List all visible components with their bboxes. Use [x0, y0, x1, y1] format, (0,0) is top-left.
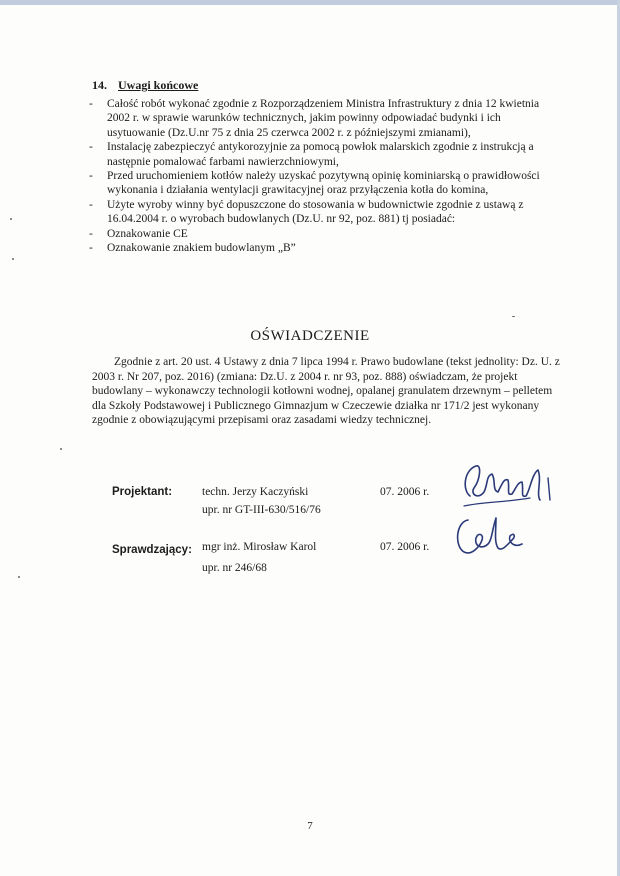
checker-label: Sprawdzający: — [112, 544, 192, 556]
checker-name: mgr inż. Mirosław Karol — [202, 541, 317, 553]
list-item: - Oznakowanie CE — [88, 227, 558, 241]
section-heading — [92, 78, 198, 93]
list-item: - Instalację zabezpieczyć antykorozyjnie za pomocą powłok malarskich zgodnie z instrukcją a następnie pomalować farbami nawierzchniowymi, — [88, 140, 558, 169]
list-item: - Całość robót wykonać zgodnie z Rozporządzeniem Ministra Infrastruktury z dnia 12 kwietnia 2002 r. w sprawie warunków technicznych, jakim powinny odpowiadać budynki i ich usytuowanie (Dz.U.nr 75 z dnia 25 czerwca 2002 r. z późniejszymi zmianami), — [88, 97, 558, 140]
checker-license: upr. nr 246/68 — [202, 562, 267, 574]
page-number: 7 — [307, 820, 313, 832]
scan-top-edge — [0, 0, 620, 5]
list-item: - Oznakowanie znakiem budowlanym „B” — [88, 241, 558, 255]
list-item: - Przed uruchomieniem kotłów należy uzyskać pozytywną opinię kominiarską o prawidłowości wykonania i działania wentylacji grawitacyjnej oraz przyłączenia kotła do komina, — [88, 169, 558, 198]
scan-speck — [60, 448, 62, 450]
checker-signature — [446, 506, 536, 562]
section-number: 14. — [92, 78, 107, 92]
designer-license: upr. nr GT-III-630/516/76 — [202, 504, 321, 516]
scan-speck — [10, 218, 12, 220]
scan-speck — [18, 576, 20, 578]
section-title: Uwagi końcowe — [118, 78, 199, 92]
final-notes-list — [88, 97, 558, 255]
declaration-title: OŚWIADCZENIE — [250, 328, 370, 344]
declaration-body: Zgodnie z art. 20 ust. 4 Ustawy z dnia 7 lipca 1994 r. Prawo budowlane (tekst jednolity: Dz. U. z 2003 r. Nr 207, poz. 2016) (zmiana: Dz.U. z 2004 r. nr 93, poz. 888) oświadczam, że projekt budowlany – wykonawczy technologii kotłowni wodnej, opalanej granulatem drzewnym – pelletem dla Szkoły Podstawowej i Publicznego Gimnazjum w Czeczewie działka nr 171/2 jest wykonany zgodnie z obowiązującymi przepisami oraz zasadami wiedzy technicznej. — [92, 356, 560, 427]
checker-date: 07. 2006 r. — [380, 541, 430, 553]
scan-speck — [12, 258, 14, 260]
designer-label: Projektant: — [112, 486, 173, 498]
designer-name: techn. Jerzy Kaczyński — [202, 486, 309, 498]
designer-date: 07. 2006 r. — [380, 486, 430, 498]
scan-speck — [512, 316, 515, 317]
list-item: - Użyte wyroby winny być dopuszczone do stosowania w budownictwie zgodnie z ustawą z 16.04.2004 r. o wyrobach budowlanych (Dz.U. nr 92, poz. 881) tj posiadać: — [88, 198, 558, 227]
